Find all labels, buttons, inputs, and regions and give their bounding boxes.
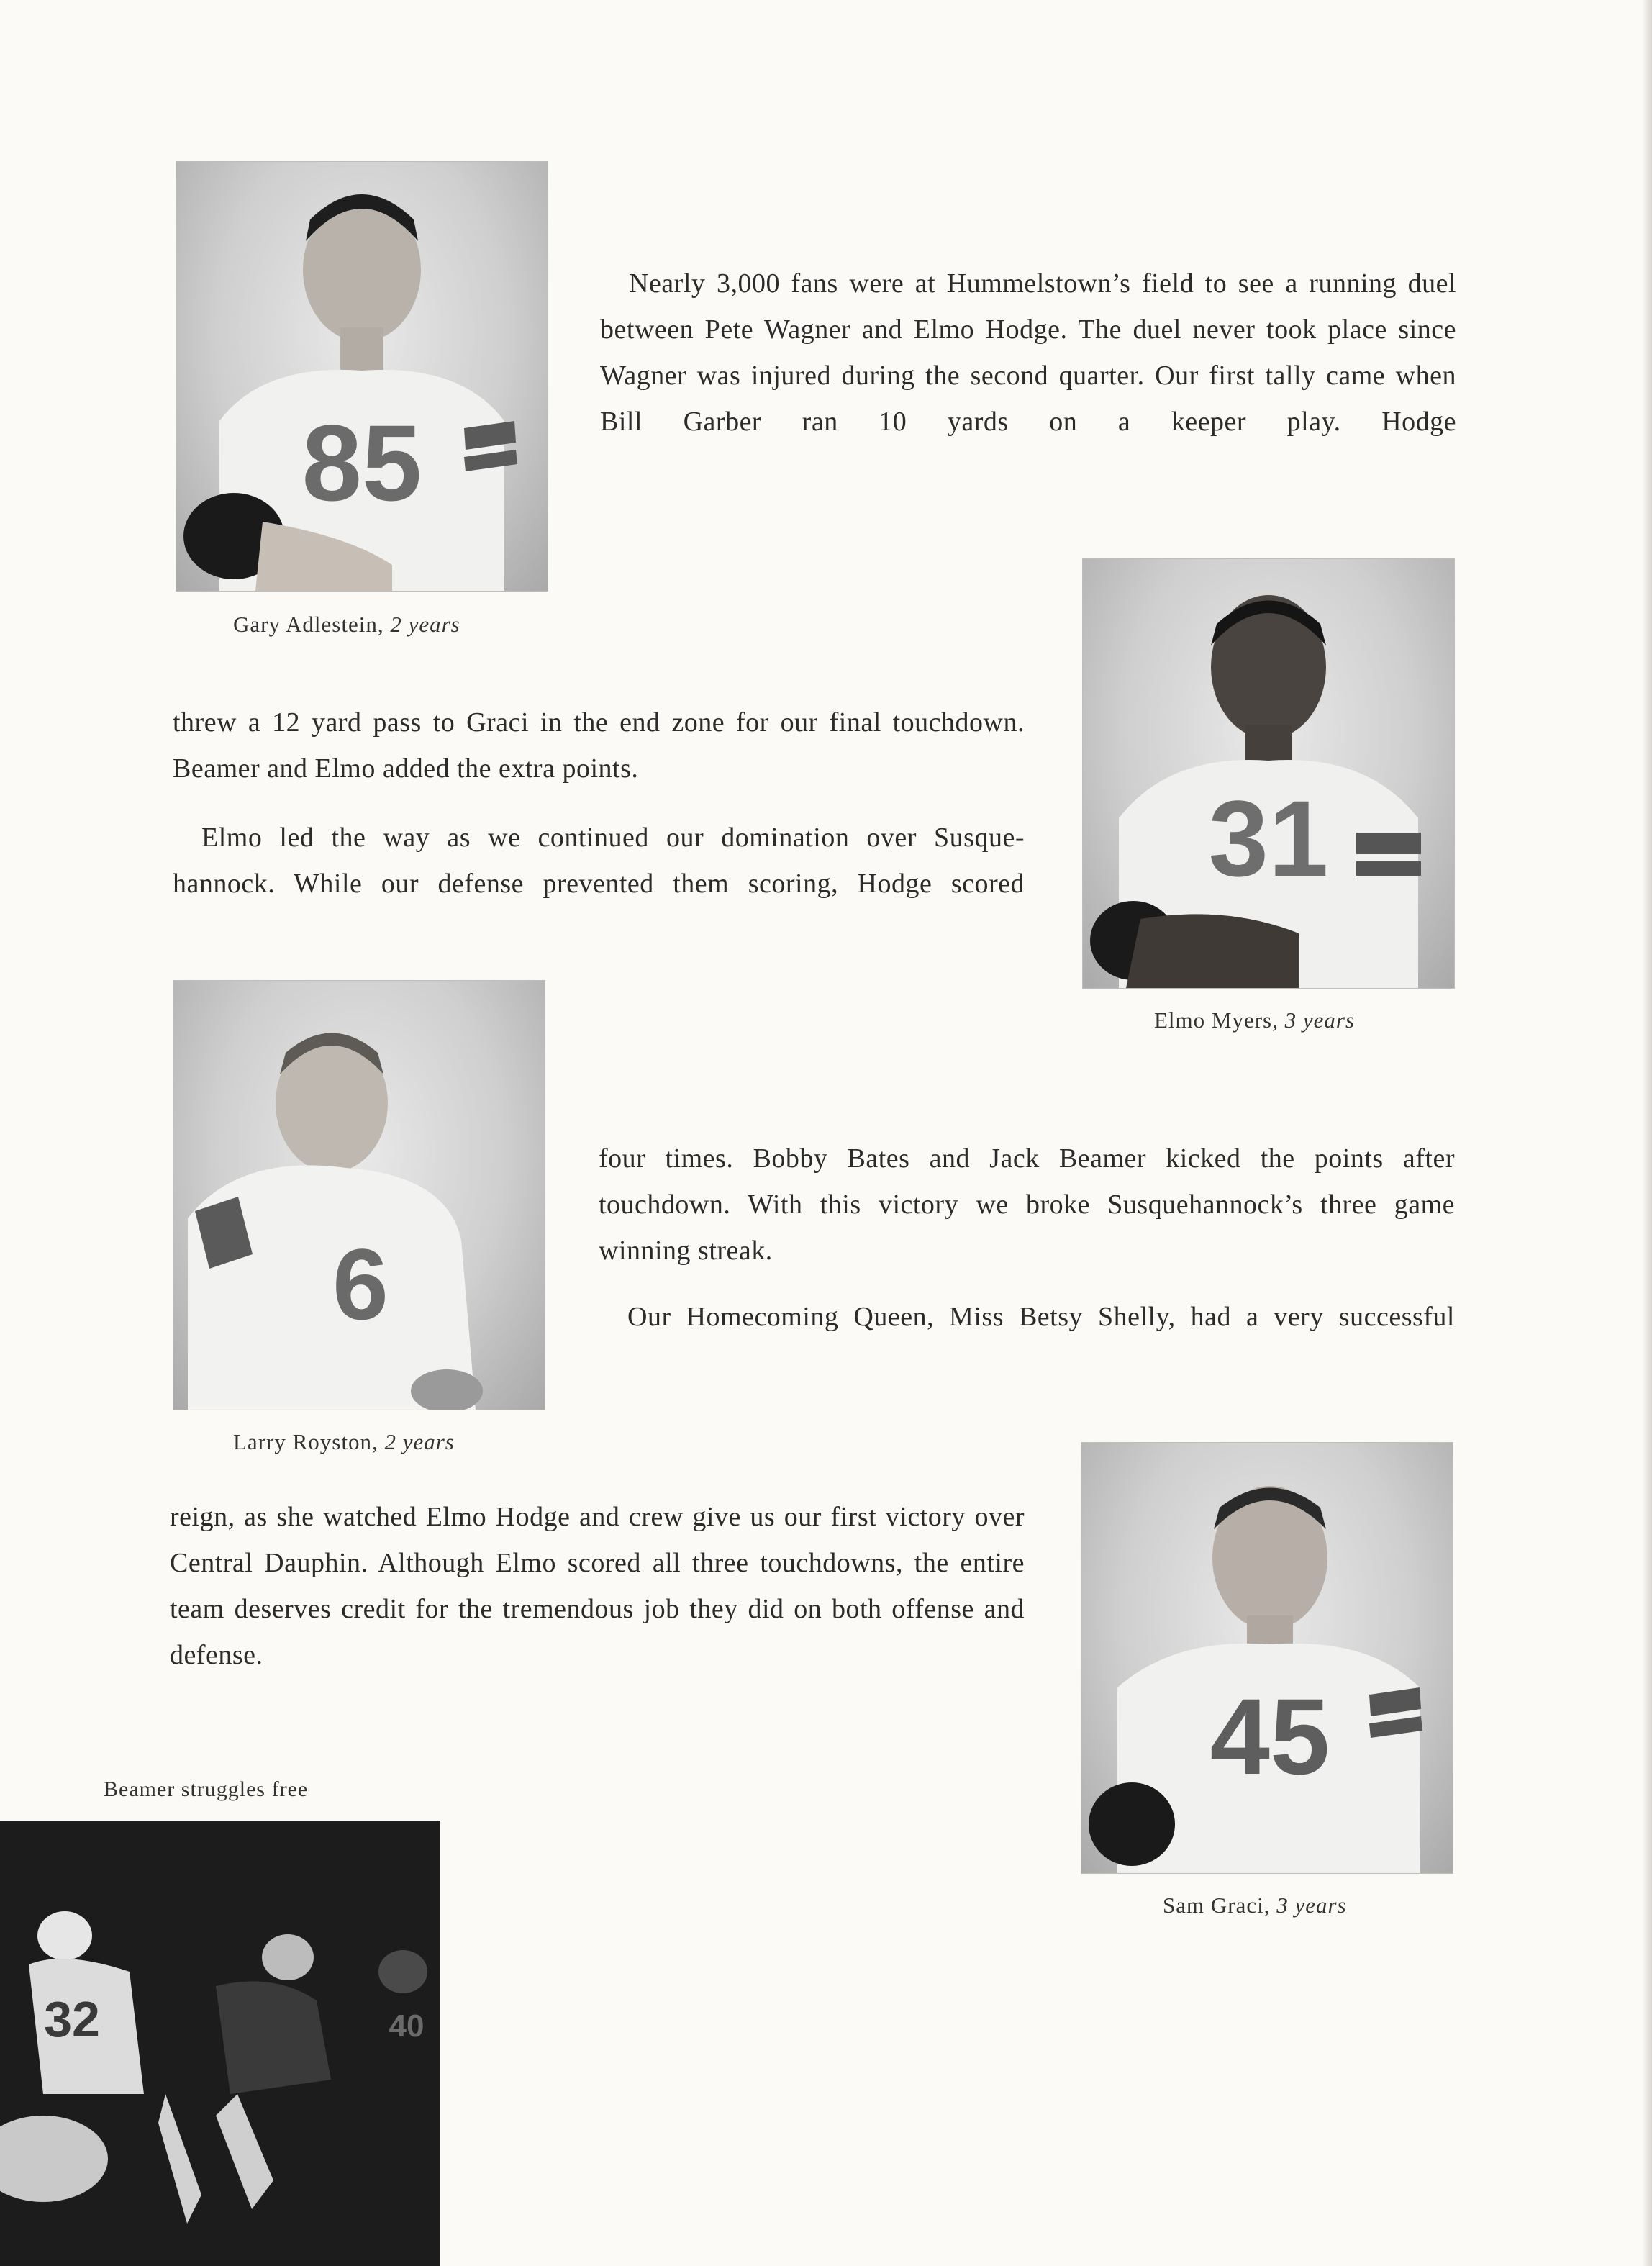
jersey-number-31: 31: [1208, 778, 1329, 899]
paragraph-3: Elmo led the way as we continued our domination over Susque-hannock. While our defense prevented them scoring, Hodge scored: [173, 822, 1025, 899]
paragraph-1: Nearly 3,000 fans were at Hummelstown’s field to see a running duel between Pete Wagner and Elmo Hodge. The duel never took place since Wagner was injured during the second quarter. Our first tally came when Bill Garber ran 10 yards on a keeper play. Hodge: [600, 268, 1456, 437]
paragraph-5: Our Homecoming Queen, Miss Betsy Shelly, had a very successful: [627, 1302, 1455, 1332]
caption-action-photo: Beamer struggles free: [104, 1777, 309, 1801]
caption-royston: Larry Royston, 2 years: [233, 1429, 455, 1454]
caption-years: 2 years: [390, 612, 460, 637]
player-photo-adlestein: [176, 161, 548, 592]
player-photo-graci: [1081, 1442, 1453, 1874]
caption-adlestein: Gary Adlestein, 2 years: [233, 612, 460, 637]
paragraph-4: four times. Bobby Bates and Jack Beamer kicked the points after touchdown. With this victory we broke Susquehannock’s three game winning streak.: [599, 1143, 1455, 1266]
caption-years: 3 years: [1276, 1893, 1347, 1918]
player-photo-myers: [1082, 558, 1455, 989]
paragraph-2: threw a 12 yard pass to Graci in the end zone for our final touchdown. Beamer and Elmo added the extra points.: [173, 707, 1025, 784]
caption-myers: Elmo Myers, 3 years: [1154, 1007, 1356, 1033]
jersey-number-6: 6: [332, 1228, 389, 1341]
caption-years: 3 years: [1284, 1007, 1356, 1033]
caption-name: Elmo Myers: [1154, 1007, 1273, 1033]
caption-graci: Sam Graci, 3 years: [1163, 1893, 1347, 1918]
paragraph-6: reign, as she watched Elmo Hodge and crew give us our first victory over Central Dauphin. Although Elmo scored all three touchdowns, the entire team deserves credit for the tremendous job they did on both offense and defense.: [170, 1502, 1025, 1670]
caption-years: 2 years: [384, 1429, 455, 1454]
page-edge: [1642, 0, 1652, 2266]
caption-name: Larry Royston: [233, 1429, 372, 1454]
caption-name: Gary Adlestein: [233, 612, 378, 637]
jersey-number-45: 45: [1210, 1676, 1330, 1797]
player-photo-royston: [173, 980, 545, 1410]
action-jersey-32: 32: [44, 1991, 100, 2047]
caption-name: Sam Graci: [1163, 1893, 1264, 1918]
action-photo-beamer: [0, 1821, 440, 2266]
action-jersey-40: 40: [389, 2008, 425, 2044]
jersey-number-85: 85: [301, 402, 422, 523]
